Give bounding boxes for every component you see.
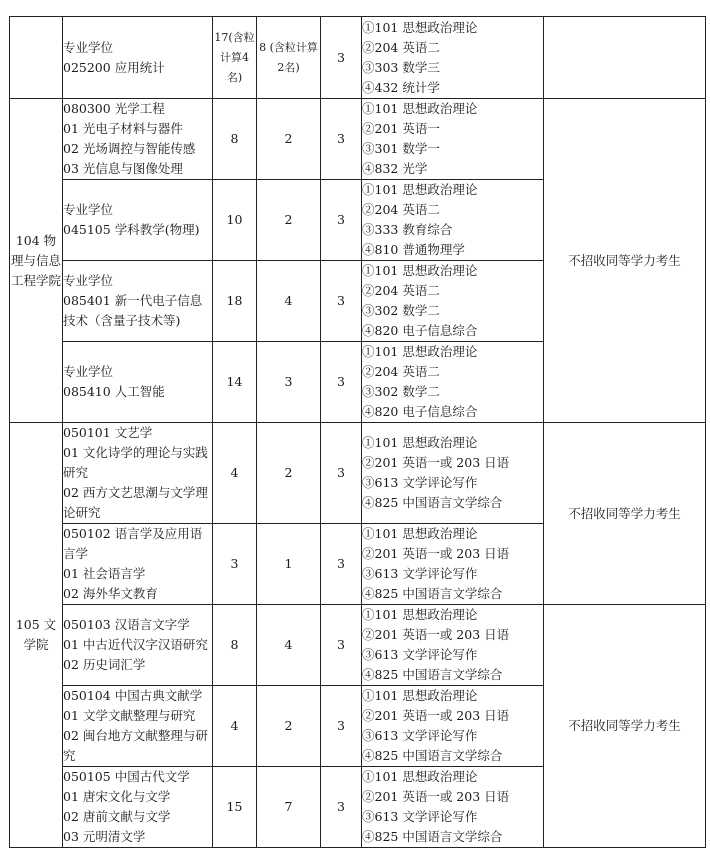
major-cell <box>63 686 213 767</box>
exam-subjects <box>362 180 544 261</box>
study-years: 3 <box>321 524 362 605</box>
major-line: 080300 光学工程 <box>63 101 165 116</box>
major-line: 02 西方文艺思潮与文学理论研究 <box>63 485 208 520</box>
major-line: 025200 应用统计 <box>63 59 165 75</box>
exam-line: ②201 英语一或 203 日语 <box>362 627 510 642</box>
exam-line: ③303 数学三 <box>362 59 440 75</box>
major-line: 专业学位 <box>63 202 114 217</box>
exempt-count: 1 <box>257 524 321 605</box>
exempt-count: 2 <box>257 99 321 180</box>
exam-line: ④820 电子信息综合 <box>362 323 478 338</box>
exam-line: ③613 文学评论写作 <box>362 566 478 581</box>
enrollment-total: 4 <box>213 423 257 524</box>
table-row <box>10 99 706 180</box>
exam-line: ②204 英语二 <box>362 202 440 217</box>
exam-subjects <box>362 99 544 180</box>
major-line: 085401 新一代电子信息技术（含量子技术等) <box>63 293 203 328</box>
exempt-count: 4 <box>257 605 321 686</box>
exam-line: ①101 思想政治理论 <box>362 688 478 703</box>
exam-subjects <box>362 524 544 605</box>
major-line: 050105 中国古代文学 <box>63 769 190 784</box>
exam-subjects <box>362 767 544 848</box>
major-cell <box>63 99 213 180</box>
major-cell <box>63 605 213 686</box>
exempt-count: 8 (含粒计算2名) <box>257 17 321 99</box>
college-literature: 105 文学院 <box>10 423 63 848</box>
exam-line: ③613 文学评论写作 <box>362 475 478 490</box>
major-line: 02 唐前文献与文学 <box>63 809 171 824</box>
major-line: 045105 学科教学(物理) <box>63 222 200 237</box>
exam-line: ③302 数学二 <box>362 384 440 399</box>
exam-line: ④825 中国语言文学综合 <box>362 667 503 682</box>
enrollment-total: 8 <box>213 99 257 180</box>
major-cell <box>63 17 213 99</box>
major-line: 085410 人工智能 <box>63 384 165 399</box>
exam-line: ①101 思想政治理论 <box>362 607 478 622</box>
major-line: 02 闽台地方文献整理与研究 <box>63 728 208 763</box>
study-years: 3 <box>321 99 362 180</box>
major-line: 03 光信息与图像处理 <box>63 161 183 176</box>
exam-line: ②204 英语二 <box>362 364 440 379</box>
major-line: 02 海外华文教育 <box>63 586 158 601</box>
major-line: 01 光电子材料与器件 <box>63 121 183 136</box>
exam-line: ②201 英语一或 203 日语 <box>362 708 510 723</box>
exam-line: ④825 中国语言文学综合 <box>362 495 503 510</box>
major-cell <box>63 261 213 342</box>
enrollment-total: 18 <box>213 261 257 342</box>
exam-subjects <box>362 17 544 99</box>
exam-line: ②204 英语二 <box>362 283 440 298</box>
study-years: 3 <box>321 342 362 423</box>
note-literature-a: 不招收同等学力考生 <box>544 423 706 605</box>
major-cell <box>63 342 213 423</box>
note-physics: 不招收同等学力考生 <box>544 99 706 423</box>
major-line: 专业学位 <box>63 39 114 55</box>
study-years: 3 <box>321 686 362 767</box>
exam-line: ①101 思想政治理论 <box>362 19 478 35</box>
exam-line: ④832 光学 <box>362 161 428 176</box>
exam-subjects <box>362 686 544 767</box>
exam-line: ③333 教育综合 <box>362 222 453 237</box>
exam-line: ②201 英语一 <box>362 121 440 136</box>
table-row <box>10 605 706 686</box>
exam-line: ①101 思想政治理论 <box>362 182 478 197</box>
exempt-count: 7 <box>257 767 321 848</box>
table-row <box>10 423 706 524</box>
major-line: 01 文学文献整理与研究 <box>63 708 196 723</box>
exam-subjects <box>362 423 544 524</box>
enrollment-total: 8 <box>213 605 257 686</box>
exam-line: ②201 英语一或 203 日语 <box>362 789 510 804</box>
major-cell <box>63 767 213 848</box>
exam-line: ①101 思想政治理论 <box>362 263 478 278</box>
college-physics: 104 物理与信息工程学院 <box>10 99 63 423</box>
exempt-count: 2 <box>257 180 321 261</box>
enrollment-total: 14 <box>213 342 257 423</box>
exam-line: ①101 思想政治理论 <box>362 769 478 784</box>
exam-subjects <box>362 261 544 342</box>
admissions-table <box>9 16 706 848</box>
study-years: 3 <box>321 767 362 848</box>
major-line: 01 文化诗学的理论与实践研究 <box>63 445 208 480</box>
major-line: 01 社会语言学 <box>63 566 146 581</box>
major-line: 专业学位 <box>63 273 114 288</box>
study-years: 3 <box>321 17 362 99</box>
enrollment-total: 17(含粒计算4名) <box>213 17 257 99</box>
note-cell-empty <box>544 17 706 99</box>
exam-line: ③301 数学一 <box>362 141 440 156</box>
exam-line: ②201 英语一或 203 日语 <box>362 546 510 561</box>
exam-line: ③613 文学评论写作 <box>362 809 478 824</box>
enrollment-total: 3 <box>213 524 257 605</box>
college-cell-empty <box>10 17 63 99</box>
exam-line: ②204 英语二 <box>362 39 440 55</box>
exempt-count: 2 <box>257 686 321 767</box>
study-years: 3 <box>321 605 362 686</box>
exempt-count: 4 <box>257 261 321 342</box>
exam-line: ④825 中国语言文学综合 <box>362 829 503 844</box>
exam-line: ②201 英语一或 203 日语 <box>362 455 510 470</box>
major-cell <box>63 180 213 261</box>
enrollment-total: 15 <box>213 767 257 848</box>
table-row <box>10 17 706 99</box>
study-years: 3 <box>321 423 362 524</box>
major-line: 050103 汉语言文字学 <box>63 617 190 632</box>
major-line: 050104 中国古典文献学 <box>63 688 203 703</box>
major-line: 专业学位 <box>63 364 114 379</box>
major-line: 050101 文艺学 <box>63 425 153 440</box>
major-line: 01 中古近代汉字汉语研究 <box>63 637 208 652</box>
exam-line: ④810 普通物理学 <box>362 242 465 257</box>
major-line: 03 元明清文学 <box>63 829 146 844</box>
major-line: 02 光场调控与智能传感 <box>63 141 196 156</box>
study-years: 3 <box>321 180 362 261</box>
enrollment-total: 10 <box>213 180 257 261</box>
exam-subjects <box>362 342 544 423</box>
exam-subjects <box>362 605 544 686</box>
enrollment-total: 4 <box>213 686 257 767</box>
exam-line: ④825 中国语言文学综合 <box>362 586 503 601</box>
exam-line: ③302 数学二 <box>362 303 440 318</box>
major-line: 050102 语言学及应用语言学 <box>63 526 203 561</box>
exempt-count: 3 <box>257 342 321 423</box>
exempt-count: 2 <box>257 423 321 524</box>
major-line: 02 历史词汇学 <box>63 657 146 672</box>
major-cell <box>63 423 213 524</box>
major-cell <box>63 524 213 605</box>
note-literature-b: 不招收同等学力考生 <box>544 605 706 848</box>
exam-line: ①101 思想政治理论 <box>362 526 478 541</box>
exam-line: ④825 中国语言文学综合 <box>362 748 503 763</box>
exam-line: ③613 文学评论写作 <box>362 728 478 743</box>
exam-line: ①101 思想政治理论 <box>362 344 478 359</box>
exam-line: ④820 电子信息综合 <box>362 404 478 419</box>
exam-line: ③613 文学评论写作 <box>362 647 478 662</box>
major-line: 01 唐宋文化与文学 <box>63 789 171 804</box>
exam-line: ①101 思想政治理论 <box>362 435 478 450</box>
exam-line: ①101 思想政治理论 <box>362 101 478 116</box>
exam-line: ④432 统计学 <box>362 79 440 95</box>
study-years: 3 <box>321 261 362 342</box>
